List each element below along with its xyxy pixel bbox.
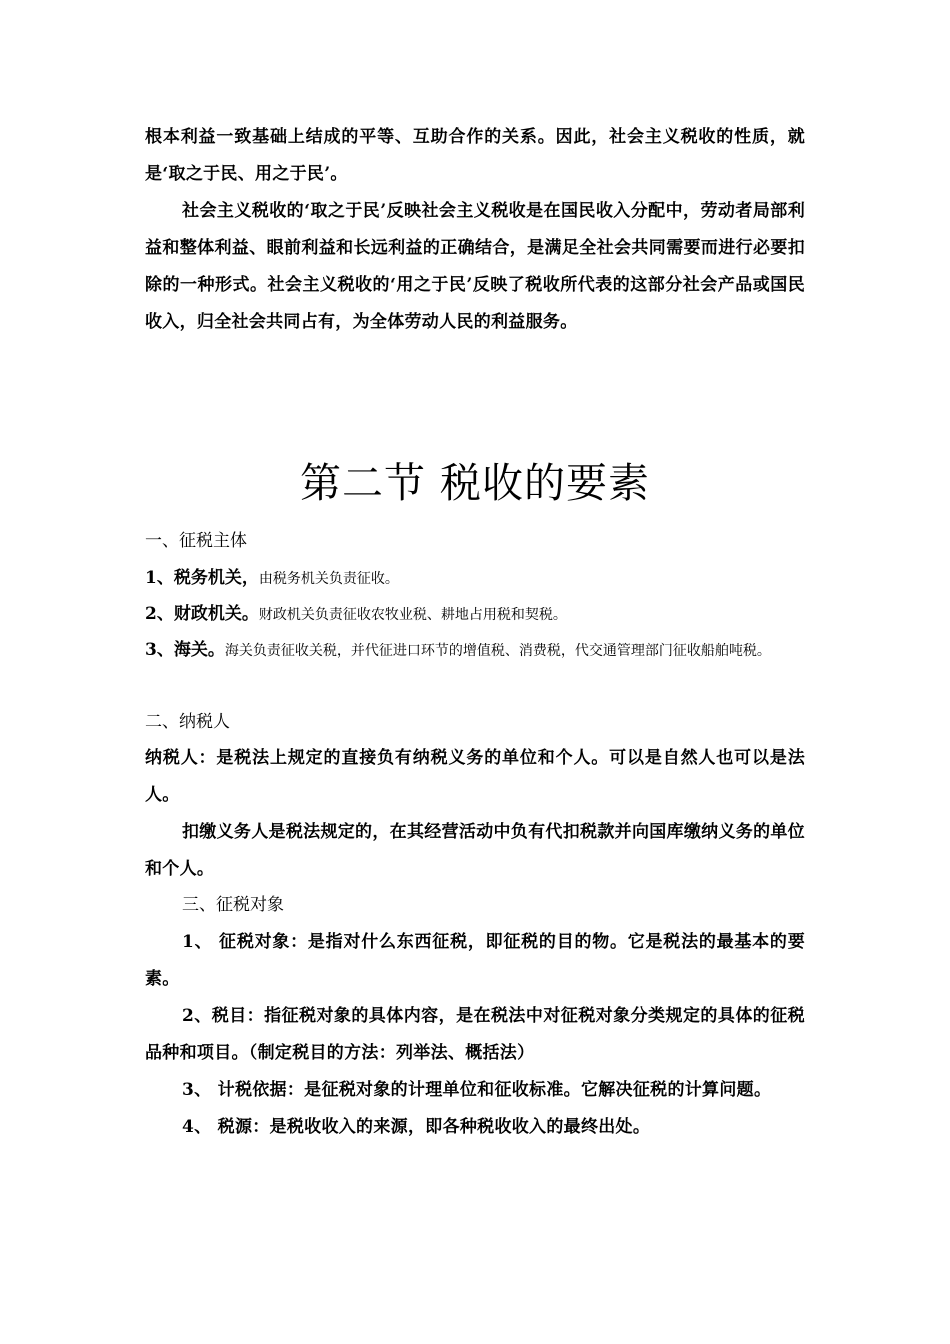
withholding-agent-paragraph: 扣缴义务人是税法规定的，在其经营活动中负有代扣税款并向国库缴纳义务的单位和个人。 [145, 822, 805, 879]
subject-item-3-label: 3、海关。 [145, 640, 225, 660]
object-item-4: 4、 税源：是税收收入的来源，即各种税收收入的最终出处。 [182, 1117, 651, 1137]
subject-item-2-label: 2、财政机关。 [145, 604, 259, 624]
section-title: 第二节 税收的要素 [299, 459, 651, 507]
object-section [145, 924, 805, 1146]
subject-item-3 [145, 632, 805, 670]
object-heading: 三、征税对象 [182, 895, 284, 915]
paragraph-1: 根本利益一致基础上结成的平等、互助合作的关系。因此，社会主义税收的性质，就是‘取之于民、用之于民’。 [145, 127, 805, 184]
subject-item-2-detail: 财政机关负责征收农牧业税、耕地占用税和契税。 [258, 607, 567, 623]
object-item-1: 1、 征税对象：是指对什么东西征税，即征税的目的物。它是税法的最基本的要素。 [145, 932, 805, 989]
top-section [145, 119, 805, 341]
taxpayer-definition: 纳税人：是税法上规定的直接负有纳税义务的单位和个人。可以是自然人也可以是法人。 [145, 748, 805, 805]
subject-item-3-detail: 海关负责征收关税，并代征进口环节的增值税、消费税，代交通管理部门征收船舶吨税。 [224, 643, 771, 659]
object-item-2: 2、税目：指征税对象的具体内容，是在税法中对征税对象分类规定的具体的征税品种和项目。（制定税目的方法：列举法、概括法） [145, 1006, 805, 1063]
subject-heading: 一、征税主体 [145, 531, 247, 551]
subject-item-1-label: 1、税务机关， [145, 568, 259, 588]
taxpayer-section [145, 740, 805, 888]
subject-item-1 [145, 560, 805, 598]
object-item-3: 3、 计税依据：是征税对象的计理单位和征收标准。它解决征税的计算问题。 [182, 1080, 772, 1100]
taxpayer-heading: 二、纳税人 [145, 712, 230, 732]
subject-item-1-detail: 由税务机关负责征收。 [258, 571, 399, 587]
subject-item-2 [145, 596, 805, 634]
paragraph-2: 社会主义税收的‘取之于民’反映社会主义税收是在国民收入分配中，劳动者局部利益和整体利益、眼前利益和长远利益的正确结合，是满足全社会共同需要而进行必要扣除的一种形式。社会主义税收的‘用之于民’反映了税收所代表的这部分社会产品或国民收入，归全社会共同占有，为全体劳动人民的利益服务。 [145, 201, 805, 332]
